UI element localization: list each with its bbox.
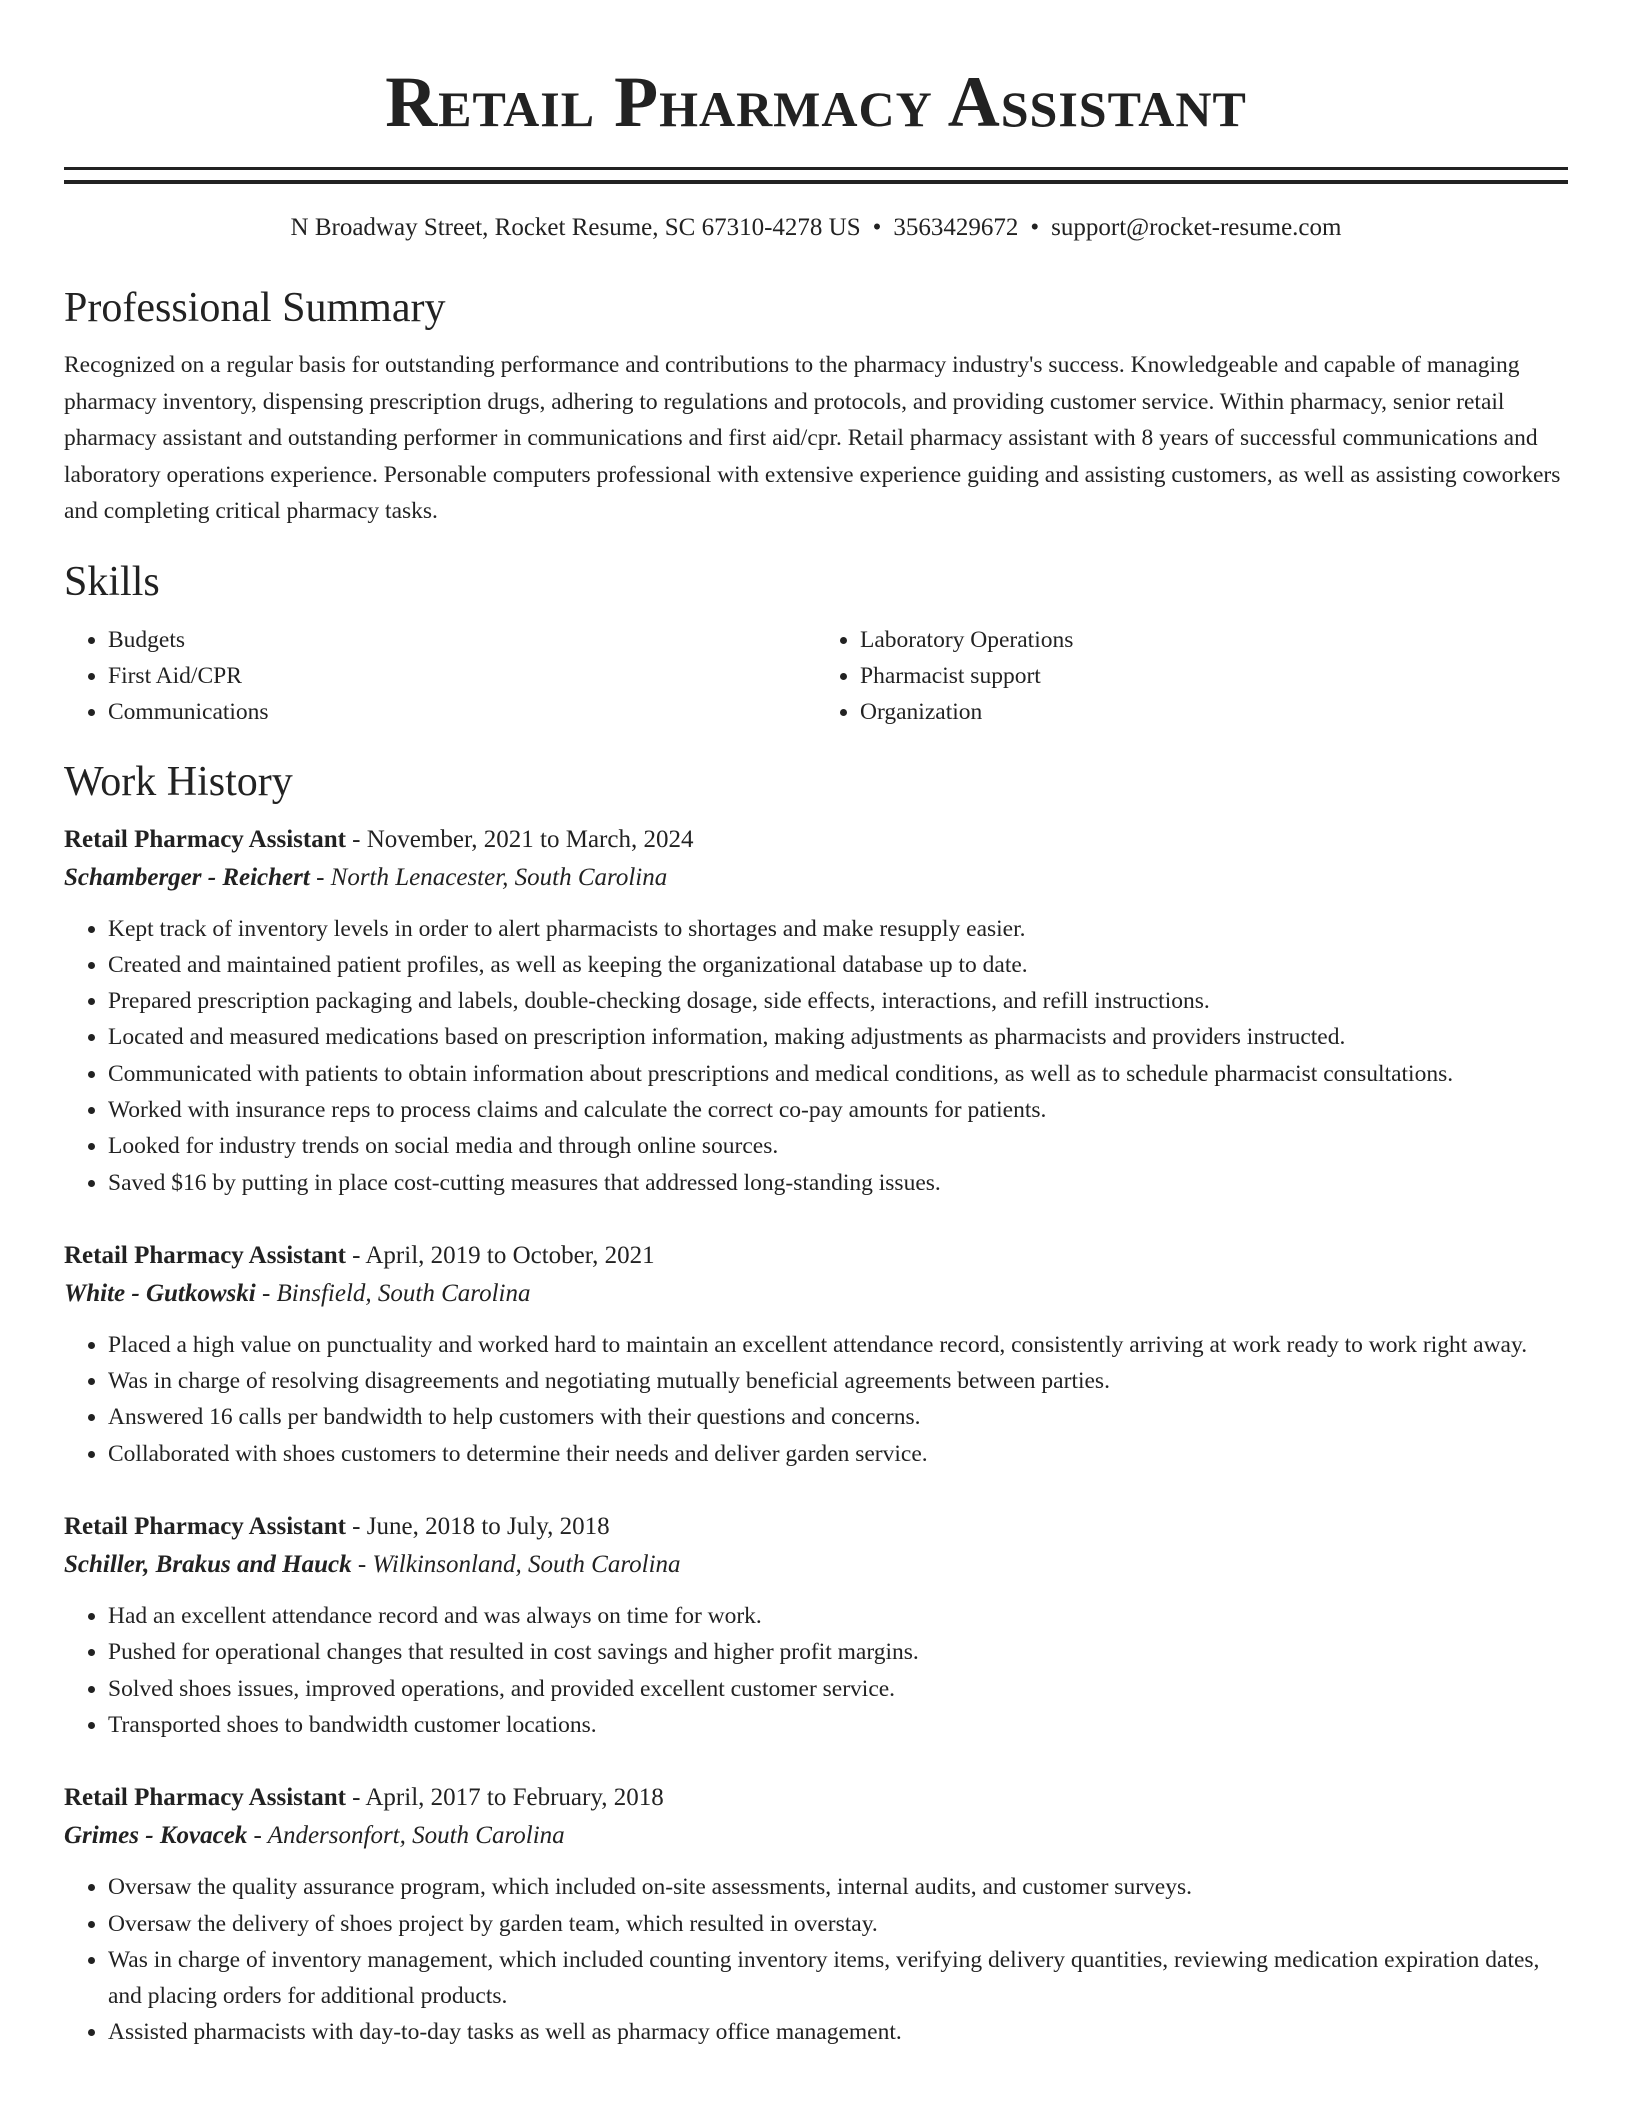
- skills-list: [64, 622, 1568, 730]
- job-title: Retail Pharmacy Assistant: [64, 1241, 346, 1269]
- job-title: Retail Pharmacy Assistant: [64, 1784, 346, 1812]
- job-entry: [64, 1237, 1568, 1472]
- job-bullet: • Oversaw the quality assurance program, which included on-site assessments, internal audits, and customer surveys.: [108, 1869, 1568, 1905]
- job-header: [64, 1508, 1568, 1546]
- job-dates: - November, 2021 to March, 2024: [345, 825, 694, 853]
- job-bullet: • Solved shoes issues, improved operations, and provided excellent customer service.: [108, 1671, 1568, 1707]
- job-employer: [64, 1275, 1568, 1313]
- skill-item: • Pharmacist support: [860, 658, 1568, 694]
- contact-separator: •: [1030, 214, 1040, 241]
- job-bullet: • Pushed for operational changes that resulted in cost savings and higher profit margins.: [108, 1634, 1568, 1670]
- work-history-heading: Work History: [64, 758, 293, 805]
- skill-item: • Budgets: [108, 622, 816, 658]
- job-company: Schiller, Brakus and Hauck: [64, 1551, 352, 1579]
- job-bullet: • Created and maintained patient profiles, as well as keeping the organizational database up to date.: [108, 947, 1568, 983]
- job-header: [64, 821, 1568, 859]
- job-entry: [64, 1779, 1568, 2050]
- job-bullets: [64, 1598, 1568, 1743]
- skill-item: • Communications: [108, 694, 816, 730]
- job-bullet: • Kept track of inventory levels in order to alert pharmacists to shortages and make resupply easier.: [108, 911, 1568, 947]
- job-location: - Wilkinsonland, South Carolina: [351, 1551, 681, 1579]
- header-double-rule: [64, 167, 1568, 184]
- job-bullets: [64, 1327, 1568, 1472]
- job-employer: [64, 1817, 1568, 1855]
- skills-heading: Skills: [64, 558, 160, 605]
- skill-item: • Laboratory Operations: [860, 622, 1568, 658]
- job-company: White - Gutkowski: [64, 1279, 256, 1307]
- contact-line: [64, 212, 1568, 244]
- job-bullet: • Was in charge of inventory management, which included counting inventory items, verifying delivery quantities, reviewing medication expiration dates, and placing orders for additional products.: [108, 1942, 1568, 2015]
- job-bullet: • Answered 16 calls per bandwidth to help customers with their questions and concerns.: [108, 1399, 1568, 1435]
- job-title: Retail Pharmacy Assistant: [64, 1513, 346, 1541]
- job-header: [64, 1237, 1568, 1275]
- summary-text: Recognized on a regular basis for outstanding performance and contributions to the pharmacy industry's success. Knowledgeable and capable of managing pharmacy inventory, dispensing prescription drugs, adhering to regulations and protocols, and providing customer service. Within pharmacy, senior retail pharmacy assistant and outstanding performer in communications and first aid/cpr. Retail pharmacy assistant with 8 years of successful communications and laboratory operations experience. Personable computers professional with extensive experience guiding and assisting customers, as well as assisting coworkers and completing critical pharmacy tasks.: [64, 352, 1561, 524]
- job-bullet: • Saved $16 by putting in place cost-cutting measures that addressed long-standing issues.: [108, 1165, 1568, 1201]
- job-bullet: • Oversaw the delivery of shoes project by garden team, which resulted in overstay.: [108, 1906, 1568, 1942]
- job-entry: [64, 821, 1568, 1201]
- job-location: - Binsfield, South Carolina: [255, 1279, 531, 1307]
- summary-heading: Professional Summary: [64, 285, 446, 331]
- job-dates: - June, 2018 to July, 2018: [345, 1513, 610, 1541]
- job-location: - North Lenacester, South Carolina: [309, 863, 668, 891]
- job-bullet: • Assisted pharmacists with day-to-day tasks as well as pharmacy office management.: [108, 2014, 1568, 2050]
- job-bullet: • Placed a high value on punctuality and worked hard to maintain an excellent attendance record, consistently arriving at work ready to work right away.: [108, 1327, 1568, 1363]
- job-company: Grimes - Kovacek: [64, 1822, 248, 1850]
- job-bullet: • Located and measured medications based on prescription information, making adjustments as pharmacists and providers instructed.: [108, 1019, 1568, 1055]
- skill-item: • Organization: [860, 694, 1568, 730]
- job-employer: [64, 859, 1568, 897]
- contact-separator: •: [872, 214, 882, 241]
- job-dates: - April, 2019 to October, 2021: [345, 1241, 655, 1269]
- job-bullet: • Was in charge of resolving disagreements and negotiating mutually beneficial agreements between parties.: [108, 1363, 1568, 1399]
- job-title: Retail Pharmacy Assistant: [64, 825, 346, 853]
- job-bullet: • Prepared prescription packaging and labels, double-checking dosage, side effects, interactions, and refill instructions.: [108, 983, 1568, 1019]
- job-bullets: [64, 911, 1568, 1201]
- contact-phone: 3563429672: [893, 214, 1019, 241]
- job-dates: - April, 2017 to February, 2018: [345, 1784, 664, 1812]
- job-bullet: • Worked with insurance reps to process claims and calculate the correct co-pay amounts for patients.: [108, 1092, 1568, 1128]
- job-location: - Andersonfort, South Carolina: [247, 1822, 565, 1850]
- job-bullets: [64, 1869, 1568, 2050]
- job-bullet: • Transported shoes to bandwidth customer locations.: [108, 1707, 1568, 1743]
- job-header: [64, 1779, 1568, 1817]
- job-entry: [64, 1508, 1568, 1743]
- contact-address: N Broadway Street, Rocket Resume, SC 67310-4278 US: [290, 214, 861, 241]
- skill-item: • First Aid/CPR: [108, 658, 816, 694]
- job-bullet: • Communicated with patients to obtain information about prescriptions and medical conditions, as well as to schedule pharmacist consultations.: [108, 1056, 1568, 1092]
- job-employer: [64, 1546, 1568, 1584]
- job-company: Schamberger - Reichert: [64, 863, 310, 891]
- job-bullet: • Looked for industry trends on social media and through online sources.: [108, 1128, 1568, 1164]
- resume-name: Retail Pharmacy Assistant: [385, 62, 1247, 142]
- skills-column-left: [64, 622, 816, 730]
- job-bullet: • Had an excellent attendance record and was always on time for work.: [108, 1598, 1568, 1634]
- job-bullet: • Collaborated with shoes customers to determine their needs and deliver garden service.: [108, 1436, 1568, 1472]
- skills-column-right: [816, 622, 1568, 730]
- contact-email: support@rocket-resume.com: [1051, 214, 1342, 241]
